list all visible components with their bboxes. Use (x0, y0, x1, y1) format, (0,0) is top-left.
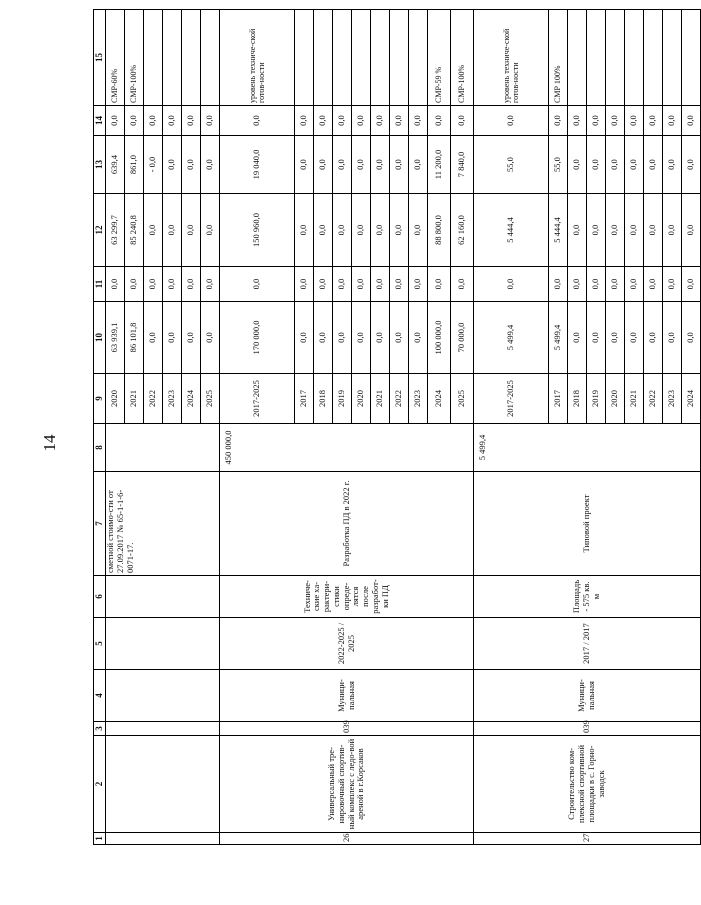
other-cell: 0,0 (163, 106, 182, 136)
year-cell: 2020 (106, 374, 125, 424)
year-cell: 2022 (644, 374, 663, 424)
total-cell: 5 499,4 (474, 302, 549, 374)
total-cell: 0,0 (663, 302, 682, 374)
other-cell: 0,0 (625, 106, 644, 136)
other-cell: 0,0 (549, 106, 568, 136)
other-cell: 0,0 (201, 106, 220, 136)
local-cell: 0,0 (606, 136, 625, 194)
investment-projects-table (93, 9, 701, 845)
year-cell: 2018 (568, 374, 587, 424)
year-cell: 2025 (451, 374, 474, 424)
local-cell: 19 040,0 (220, 136, 295, 194)
column-number-cell: 12 (94, 194, 106, 267)
column-number-cell: 1 (94, 833, 106, 845)
readiness-cell: СМР-100% (451, 10, 474, 106)
total-cell: 0,0 (163, 302, 182, 374)
readiness-cell: СМР-60% (106, 10, 125, 106)
total-cell: 0,0 (201, 302, 220, 374)
project-number-cell: 27. (474, 833, 701, 845)
local-cell: 7 840,0 (451, 136, 474, 194)
total-cell: 0,0 (682, 302, 701, 374)
other-cell: 0,0 (333, 106, 352, 136)
federal-cell: 0,0 (663, 267, 682, 302)
column-number-cell: 5 (94, 618, 106, 670)
total-cell: 0,0 (182, 302, 201, 374)
year-cell: 2025 (201, 374, 220, 424)
local-cell: 0,0 (182, 136, 201, 194)
local-cell: 0,0 (371, 136, 390, 194)
column-number-cell: 8 (94, 424, 106, 472)
readiness-cell (201, 10, 220, 106)
other-cell: 0,0 (428, 106, 451, 136)
readiness-cell (682, 10, 701, 106)
column-number-cell: 13 (94, 136, 106, 194)
regional-cell: 0,0 (682, 194, 701, 267)
federal-cell: 0,0 (201, 267, 220, 302)
page-number: 14 (40, 434, 59, 452)
federal-cell: 0,0 (682, 267, 701, 302)
other-cell: 0,0 (371, 106, 390, 136)
other-cell: 0,0 (663, 106, 682, 136)
table-row (106, 10, 125, 845)
column-number-row (94, 10, 106, 845)
readiness-cell (409, 10, 428, 106)
federal-cell: 0,0 (474, 267, 549, 302)
project-number-cell: 26. (220, 833, 474, 845)
regional-cell: 0,0 (201, 194, 220, 267)
basis-cell: сметной стоимо-сти от 27.09.2017 № 65-1-1-6-0071-17. (106, 472, 220, 576)
other-cell: 0,0 (451, 106, 474, 136)
regional-cell: 85 240,8 (125, 194, 144, 267)
year-cell: 2024 (428, 374, 451, 424)
ownership-cell: Муници-пальная (474, 670, 701, 722)
regional-cell: 5 444,4 (549, 194, 568, 267)
federal-cell: 0,0 (587, 267, 606, 302)
regional-cell: 0,0 (390, 194, 409, 267)
regional-cell: 0,0 (295, 194, 314, 267)
column-number-cell: 4 (94, 670, 106, 722)
regional-cell: 0,0 (409, 194, 428, 267)
basis-cell: Типовой проект (474, 472, 701, 576)
total-cell: 0,0 (295, 302, 314, 374)
empty-cell (106, 670, 220, 722)
other-cell: 0,0 (474, 106, 549, 136)
federal-cell: 0,0 (314, 267, 333, 302)
regional-cell: 150 960,0 (220, 194, 295, 267)
federal-cell: 0,0 (568, 267, 587, 302)
regional-cell: 0,0 (182, 194, 201, 267)
total-cell: 0,0 (371, 302, 390, 374)
column-number-cell: 14 (94, 106, 106, 136)
total-cell: 0,0 (606, 302, 625, 374)
local-cell: 0,0 (663, 136, 682, 194)
period-cell: 2022-2025 / 2025 (220, 618, 474, 670)
regional-cell: 0,0 (333, 194, 352, 267)
regional-cell: 0,0 (163, 194, 182, 267)
local-cell: 55,0 (549, 136, 568, 194)
year-cell: 2022 (144, 374, 163, 424)
empty-cell (106, 833, 220, 845)
federal-cell: 0,0 (163, 267, 182, 302)
federal-cell: 0,0 (428, 267, 451, 302)
empty-cell (106, 736, 220, 833)
other-cell: 0,0 (644, 106, 663, 136)
total-cell: 63 939,1 (106, 302, 125, 374)
year-cell: 2017-2025 (220, 374, 295, 424)
other-cell: 0,0 (220, 106, 295, 136)
year-cell: 2021 (625, 374, 644, 424)
regional-cell: 0,0 (644, 194, 663, 267)
year-cell: 2022 (390, 374, 409, 424)
empty-cell (106, 722, 220, 736)
column-number-cell: 15 (94, 10, 106, 106)
federal-cell: 0,0 (606, 267, 625, 302)
total-cell: 0,0 (352, 302, 371, 374)
year-cell: 2020 (352, 374, 371, 424)
local-cell: 55,0 (474, 136, 549, 194)
year-cell: 2023 (409, 374, 428, 424)
federal-cell: 0,0 (220, 267, 295, 302)
regional-cell: 0,0 (663, 194, 682, 267)
local-cell: 0,0 (390, 136, 409, 194)
column-number-cell: 11 (94, 267, 106, 302)
local-cell: 861,0 (125, 136, 144, 194)
local-cell: 0,0 (409, 136, 428, 194)
local-cell: 0,0 (295, 136, 314, 194)
total-cell: 0,0 (314, 302, 333, 374)
readiness-cell (390, 10, 409, 106)
cost-cell: 5 499,4 (474, 424, 701, 472)
other-cell: 0,0 (606, 106, 625, 136)
local-cell: - 0,0 (144, 136, 163, 194)
regional-cell: 0,0 (314, 194, 333, 267)
readiness-cell (644, 10, 663, 106)
other-cell: 0,0 (409, 106, 428, 136)
project-name-cell: Строительство ком-плексной спортивной площадки в с. Горно-заводск (474, 736, 701, 833)
regional-cell: 0,0 (352, 194, 371, 267)
basis-cell: Разработка ПД в 2022 г. (220, 472, 474, 576)
regional-cell: 0,0 (606, 194, 625, 267)
regional-cell: 0,0 (568, 194, 587, 267)
federal-cell: 0,0 (451, 267, 474, 302)
readiness-cell (144, 10, 163, 106)
regional-cell: 0,0 (371, 194, 390, 267)
federal-cell: 0,0 (333, 267, 352, 302)
table-container (93, 10, 696, 845)
regional-cell: 88 800,0 (428, 194, 451, 267)
readiness-cell (314, 10, 333, 106)
other-cell: 0,0 (182, 106, 201, 136)
total-cell: 170 000,0 (220, 302, 295, 374)
total-cell: 0,0 (644, 302, 663, 374)
other-cell: 0,0 (314, 106, 333, 136)
total-cell: 86 101,8 (125, 302, 144, 374)
other-cell: 0,0 (144, 106, 163, 136)
empty-cell (106, 576, 220, 618)
column-number-cell: 7 (94, 472, 106, 576)
readiness-cell (163, 10, 182, 106)
readiness-cell (295, 10, 314, 106)
other-cell: 0,0 (106, 106, 125, 136)
total-cell: 70 000,0 (451, 302, 474, 374)
federal-cell: 0,0 (549, 267, 568, 302)
readiness-cell (587, 10, 606, 106)
readiness-cell (371, 10, 390, 106)
local-cell: 0,0 (625, 136, 644, 194)
table-row (474, 10, 549, 845)
total-cell: 5 499,4 (549, 302, 568, 374)
table-row (220, 10, 295, 845)
cost-cell: 450 000,0 (220, 424, 474, 472)
readiness-cell: СМР 100% (549, 10, 568, 106)
federal-cell: 0,0 (409, 267, 428, 302)
local-cell: 0,0 (201, 136, 220, 194)
other-cell: 0,0 (568, 106, 587, 136)
year-cell: 2024 (682, 374, 701, 424)
readiness-cell: уровень техниче-ской готов-ности (474, 10, 549, 106)
other-cell: 0,0 (682, 106, 701, 136)
local-cell: 0,0 (163, 136, 182, 194)
year-cell: 2023 (163, 374, 182, 424)
column-number-cell: 3 (94, 722, 106, 736)
year-cell: 2018 (314, 374, 333, 424)
other-cell: 0,0 (352, 106, 371, 136)
year-cell: 2017 (549, 374, 568, 424)
readiness-cell: СМР-59 % (428, 10, 451, 106)
total-cell: 0,0 (144, 302, 163, 374)
total-cell: 0,0 (568, 302, 587, 374)
local-cell: 0,0 (682, 136, 701, 194)
readiness-cell (663, 10, 682, 106)
local-cell: 0,0 (587, 136, 606, 194)
local-cell: 11 200,0 (428, 136, 451, 194)
column-number-cell: 10 (94, 302, 106, 374)
project-name-cell: Универсальный тре-нировочный спортив-ный комплекс с ледо-вой ареной в г.Корсаков (220, 736, 474, 833)
readiness-cell (606, 10, 625, 106)
empty-cell (106, 424, 220, 472)
local-cell: 639,4 (106, 136, 125, 194)
federal-cell: 0,0 (144, 267, 163, 302)
year-cell: 2017-2025 (474, 374, 549, 424)
total-cell: 0,0 (625, 302, 644, 374)
regional-cell: 63 299,7 (106, 194, 125, 267)
capacity-cell: Техниче-ские ха-рактери-стики опреде-лятся после разработ-ки ПД (220, 576, 474, 618)
readiness-cell (568, 10, 587, 106)
year-cell: 2019 (587, 374, 606, 424)
federal-cell: 0,0 (182, 267, 201, 302)
code-cell: 039 (220, 722, 474, 736)
readiness-cell: уровень техниче-ской готов-ности (220, 10, 295, 106)
federal-cell: 0,0 (390, 267, 409, 302)
year-cell: 2021 (125, 374, 144, 424)
local-cell: 0,0 (644, 136, 663, 194)
year-cell: 2020 (606, 374, 625, 424)
federal-cell: 0,0 (625, 267, 644, 302)
other-cell: 0,0 (587, 106, 606, 136)
federal-cell: 0,0 (106, 267, 125, 302)
federal-cell: 0,0 (371, 267, 390, 302)
other-cell: 0,0 (125, 106, 144, 136)
code-cell: 039 (474, 722, 701, 736)
local-cell: 0,0 (314, 136, 333, 194)
other-cell: 0,0 (295, 106, 314, 136)
local-cell: 0,0 (352, 136, 371, 194)
column-number-cell: 9 (94, 374, 106, 424)
year-cell: 2023 (663, 374, 682, 424)
year-cell: 2017 (295, 374, 314, 424)
total-cell: 0,0 (409, 302, 428, 374)
capacity-cell: Площадь - 575 кв. м (474, 576, 701, 618)
period-cell: 2017 / 2017 (474, 618, 701, 670)
column-number-cell: 2 (94, 736, 106, 833)
total-cell: 0,0 (587, 302, 606, 374)
year-cell: 2019 (333, 374, 352, 424)
rotated-table-frame (93, 10, 696, 845)
readiness-cell (352, 10, 371, 106)
local-cell: 0,0 (568, 136, 587, 194)
total-cell: 0,0 (390, 302, 409, 374)
column-number-cell: 6 (94, 576, 106, 618)
ownership-cell: Муници-пальная (220, 670, 474, 722)
readiness-cell (333, 10, 352, 106)
federal-cell: 0,0 (125, 267, 144, 302)
year-cell: 2021 (371, 374, 390, 424)
other-cell: 0,0 (390, 106, 409, 136)
year-cell: 2024 (182, 374, 201, 424)
regional-cell: 0,0 (625, 194, 644, 267)
empty-cell (106, 618, 220, 670)
total-cell: 100 000,0 (428, 302, 451, 374)
total-cell: 0,0 (333, 302, 352, 374)
regional-cell: 0,0 (587, 194, 606, 267)
regional-cell: 5 444,4 (474, 194, 549, 267)
federal-cell: 0,0 (352, 267, 371, 302)
readiness-cell (182, 10, 201, 106)
regional-cell: 0,0 (144, 194, 163, 267)
local-cell: 0,0 (333, 136, 352, 194)
readiness-cell (625, 10, 644, 106)
readiness-cell: СМР-100% (125, 10, 144, 106)
federal-cell: 0,0 (295, 267, 314, 302)
regional-cell: 62 160,0 (451, 194, 474, 267)
federal-cell: 0,0 (644, 267, 663, 302)
